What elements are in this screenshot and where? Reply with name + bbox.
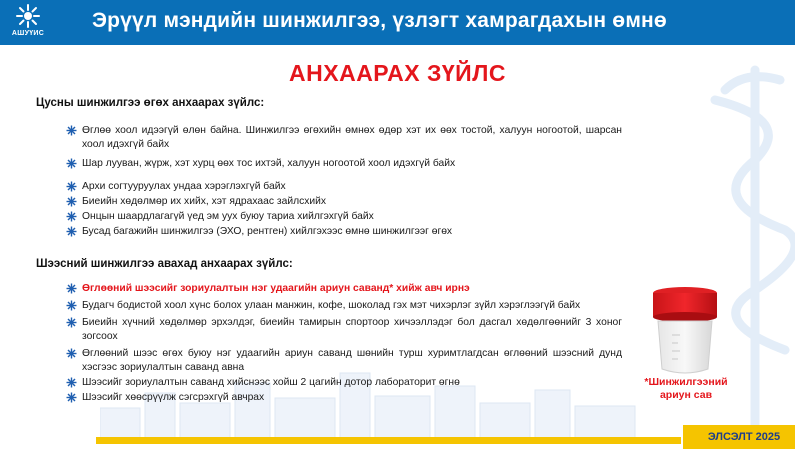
snowflake-bullet-icon <box>66 125 77 136</box>
list-item: Өглөө хоол идээгүй өлөн байна. Шинжилгээ өгөхийн өмнөх өдөр хэт их өөх тостой, халуун ногоотой, шарсан хоол идэхгүй байх <box>66 124 622 152</box>
list-item: Шээсийг зориулалтын саванд хийснээс хойш 2 цагийн дотор лабораторит өгнө <box>66 376 622 390</box>
blood-section-heading: Цусны шинжилгээ өгөх анхаарах зүйлс: <box>36 97 265 109</box>
snowflake-bullet-icon <box>66 226 77 237</box>
list-item: Шээсийг хөөсрүүлж сэгсрэхгүй авчрах <box>66 391 622 405</box>
header-bar <box>0 0 795 45</box>
list-item: Өглөөний шээс өгөх буюу нэг удаагийн ариун саванд шөнийн турш хуримтлагдсан өглөөний шээсний дунд хэсгээс зориулалтын саванд авна <box>66 347 622 375</box>
urine-section-heading: Шээсний шинжилгээ авахад анхаарах зүйлс: <box>36 258 293 270</box>
container-caption: *Шинжилгээний ариун сав <box>644 376 728 401</box>
blood-instructions-list <box>66 124 622 239</box>
snowflake-bullet-icon <box>66 211 77 222</box>
page-header-title: Эрүүл мэндийн шинжилгээ, үзлэгт хамрагдахын өмнө <box>92 9 667 32</box>
list-item: Бусад багажийн шинжилгээ (ЭХО, рентген) хийлгэхээс өмнө шинжилгээг өгөх <box>66 225 622 239</box>
snowflake-bullet-icon <box>66 196 77 207</box>
list-item <box>66 282 622 296</box>
urine-instructions-list <box>66 282 622 405</box>
snowflake-bullet-icon <box>66 300 77 311</box>
footer-accent-bar <box>96 437 681 444</box>
logo-emblem-icon <box>15 3 41 29</box>
list-item: Шар лууван, жүрж, хэт хурц өөх тос ихтэй, халуун ногоотой хоол идэхгүй байх <box>66 157 622 171</box>
snowflake-bullet-icon <box>66 158 77 169</box>
snowflake-bullet-icon <box>66 181 77 192</box>
snowflake-bullet-icon <box>66 392 77 403</box>
list-item: Биеийн хүчний хөдөлмөр эрхэлдэг, биеийн тамирын спортоор хичээллэдэг бол дасгал хөдөлгөөнийг 3 хоног зогсоох <box>66 316 622 344</box>
list-item: Биеийн хөдөлмөр их хийх, хэт ядрахаас зайлсхийх <box>66 195 622 209</box>
snowflake-bullet-icon <box>66 348 77 359</box>
university-logo[interactable] <box>6 3 50 43</box>
list-item: Архи согтууруулах ундаа хэрэглэхгүй байх <box>66 180 622 194</box>
admission-badge: ЭЛСЭЛТ 2025 <box>683 425 795 449</box>
main-title: АНХААРАХ ЗҮЙЛС <box>289 60 506 86</box>
list-item: Будагч бодистой хоол хүнс болох улаан манжин, кофе, шоколад гэх мэт чихэрлэг зүйл хэрэглээгүй байх <box>66 299 622 313</box>
snowflake-bullet-icon <box>66 283 77 294</box>
urine-highlight-item: Өглөөний шээсийг зориулалтын нэг удаагийн ариун саванд* хийж авч ирнэ <box>82 283 470 294</box>
list-item: Онцын шаардлагагүй үед эм уух буюу тариа хийлгэхгүй байх <box>66 210 622 224</box>
sterile-container-image <box>650 285 720 377</box>
snowflake-bullet-icon <box>66 317 77 328</box>
snowflake-bullet-icon <box>66 377 77 388</box>
logo-text: АШУҮИС <box>11 30 45 37</box>
